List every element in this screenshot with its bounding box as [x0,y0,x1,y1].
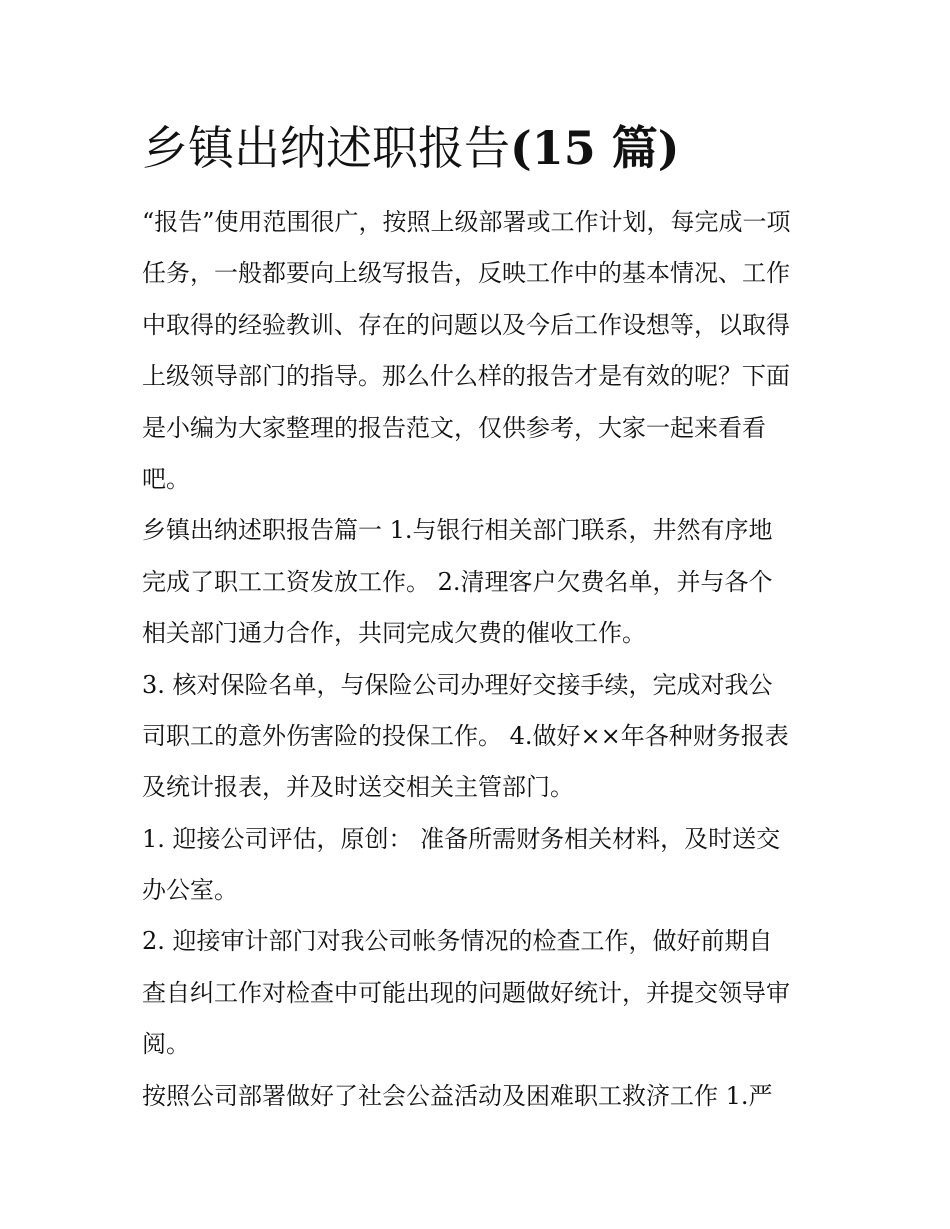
text-line: 按照公司部署做好了社会公益活动及困难职工救济工作 1.严 [142,1081,773,1110]
text-line: 3. 核对保险名单，与保险公司办理好交接手续，完成对我公 [142,670,773,699]
text-line: 1. 迎接公司评估，原创： 准备所需财务相关材料，及时送交 [142,824,781,853]
text-line: 完成了职工工资发放工作。 2.清理客户欠费名单，并与各个 [142,567,773,596]
text-line: 上级领导部门的指导。那么什么样的报告才是有效的呢？下面 [142,362,790,391]
text-line: 相关部门通力合作，共同完成欠费的催收工作。 [142,619,646,648]
document-title-suffix: (15 篇) [510,121,680,175]
text-line: 及统计报表，并及时送交相关主管部门。 [142,773,574,802]
document-content [142,112,814,1122]
text-line: 查自纠工作对检查中可能出现的问题做好统计，并提交领导审 [142,978,790,1007]
document-title [142,112,814,184]
text-line: 吧。 [142,464,190,493]
text-line: 办公室。 [142,876,238,905]
text-line: 是小编为大家整理的报告范文，仅供参考，大家一起来看看 [142,413,766,442]
text-line: 任务，一般都要向上级写报告，反映工作中的基本情况、工作 [142,259,790,288]
text-line: 中取得的经验教训、存在的问题以及今后工作设想等，以取得 [142,310,790,339]
text-line: “报告”使用范围很广，按照上级部署或工作计划，每完成一项 [142,208,791,236]
document-body [142,197,814,1122]
document-title-main: 乡镇出纳述职报告 [142,121,510,175]
text-line: 阅。 [142,1030,190,1059]
text-line: 司职工的意外伤害险的投保工作。 4.做好××年各种财务报表 [142,721,789,750]
text-line: 2. 迎接审计部门对我公司帐务情况的检查工作，做好前期自 [142,927,773,956]
text-line: 乡镇出纳述职报告篇一 1.与银行相关部门联系，井然有序地 [142,516,773,545]
